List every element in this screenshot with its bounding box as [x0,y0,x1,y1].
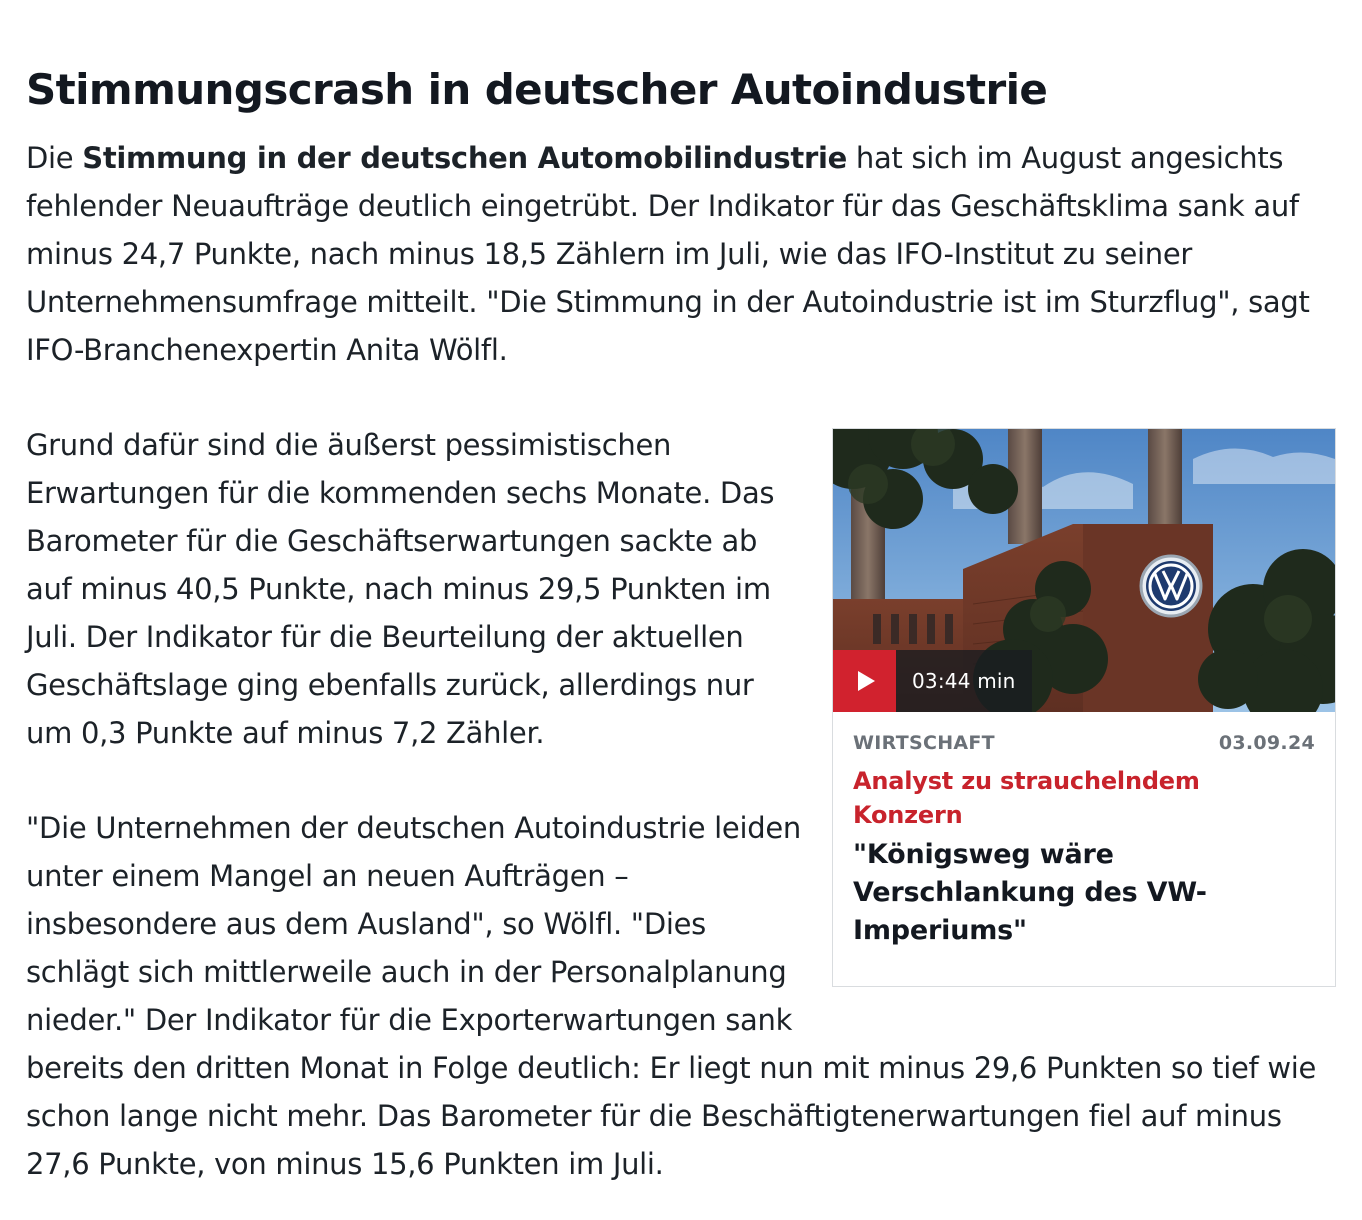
teaser-date: 03.09.24 [1218,732,1315,754]
intro-rest: hat sich im August angesichts fehlender Neuaufträge deutlich eingetrübt. Der Indikator für das Geschäftsklima sank auf minus 24,7 Punkte, nach minus 18,5 Zählern im Juli, wie das IFO-Institut zu seiner Unternehmensumfrage mitteilt. "Die Stimmung in der Autoindustrie ist im Sturzflug", sagt IFO-Branchenexpertin Anita Wölfl. [26,141,1310,367]
teaser-video-thumbnail[interactable] [833,429,1335,712]
paragraph-expectations: Grund dafür sind die äußerst pessimistischen Erwartungen für die kommenden sechs Monate. Das Barometer für die Geschäftserwartungen sackte ab auf minus 40,5 Punkte, nach minus 29,5 Punkten im Juli. Der Indikator für die Beurteilung der aktuellen Geschäftslage ging ebenfalls zurück, allerdings nur um 0,3 Punkte auf minus 7,2 Zähler. [26,428,775,750]
teaser-category: WIRTSCHAFT [853,732,995,754]
intro-bold-text: Stimmung in der deutschen Automobilindustrie [82,141,847,175]
video-teaser-card[interactable] [832,428,1336,987]
intro-lead: Die [26,141,83,175]
paragraph-quote: "Die Unternehmen der deutschen Autoindustrie leiden unter einem Mangel an neuen Aufträgen – insbesondere aus dem Ausland", so Wölfl. "Dies schlägt sich mittlerweile auch in der Personalplanung nieder." Der Indikator für die Exporterwartungen sank bereits den dritten Monat in Folge deutlich: Er liegt nun mit minus 29,6 Punkten so tief wie schon lange nicht mehr. Das Barometer für die Beschäftigtenerwartungen fiel auf minus 27,6 Punkte, von minus 15,6 Punkten im Juli. [26,811,1317,1181]
teaser-body[interactable] [833,712,1335,986]
play-button[interactable] [833,650,896,712]
teaser-meta [853,732,1315,754]
teaser-title[interactable]: "Königsweg wäre Verschlankung des VW-Imperiums" [853,839,1207,946]
article-headline: Stimmungscrash in deutscher Autoindustrie [26,65,1048,114]
video-duration: 03:44 min [896,650,1032,712]
paragraph-intro [26,134,1336,374]
teaser-kicker[interactable]: Analyst zu strauchelndem Konzern [853,767,1200,829]
video-badge[interactable] [833,650,1032,712]
play-icon [858,671,875,691]
